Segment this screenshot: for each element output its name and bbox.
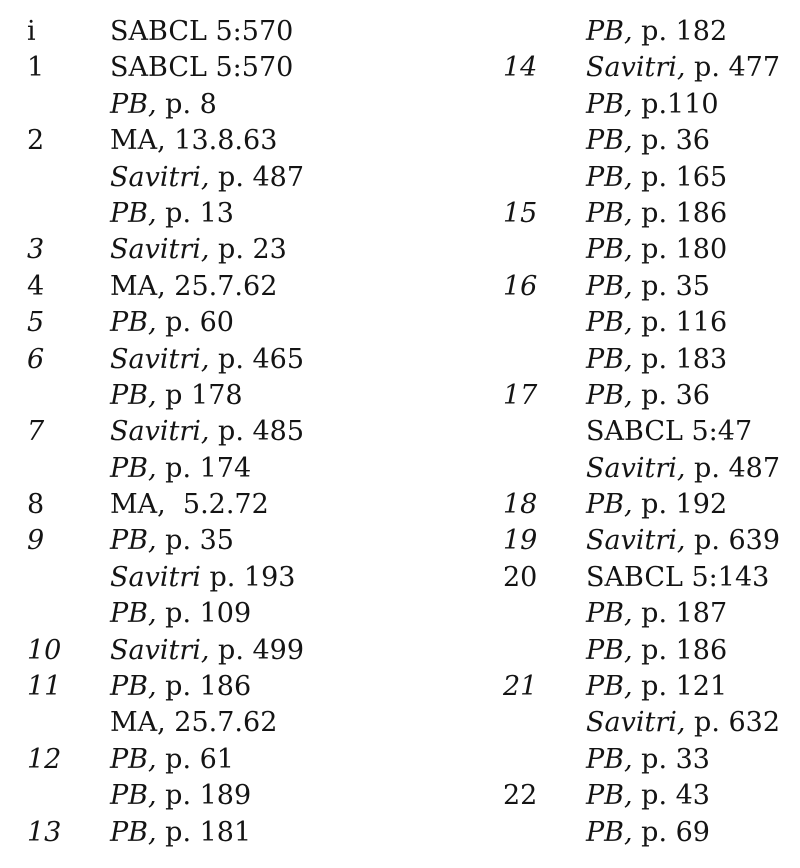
citation-title-segment: Savitri, — [586, 525, 686, 557]
entry-number — [27, 560, 110, 596]
citation-ref-segment: p. 180 — [632, 234, 728, 266]
reference-entry-line — [503, 523, 800, 559]
citation-title-segment: PB, — [586, 671, 633, 703]
entry-number: 2 — [27, 125, 45, 157]
citation-title-segment: PB, — [586, 197, 633, 229]
reference-entry-line — [503, 378, 800, 414]
reference-entry-line — [503, 742, 800, 778]
citation-title-segment: PB, — [586, 743, 633, 775]
citation-text — [586, 342, 800, 378]
citation-text — [110, 633, 503, 669]
citation-title-segment: Savitri, — [586, 52, 686, 84]
citation-ref-segment: p.110 — [632, 88, 719, 120]
entry-number: 13 — [27, 816, 62, 848]
citation-title-segment: PB, — [586, 634, 633, 666]
entry-number — [503, 123, 586, 159]
citation-ref-segment: p. 8 — [156, 88, 217, 120]
citation-title-segment: PB, — [110, 743, 157, 775]
citation-text — [586, 160, 800, 196]
citation-ref-segment: p. 35 — [156, 525, 234, 557]
citation-text — [110, 596, 503, 632]
reference-entry-line — [27, 160, 503, 196]
reference-entry-line — [27, 560, 503, 596]
citation-ref-segment: SABCL 5:143 — [586, 561, 770, 593]
reference-entry-line — [27, 342, 503, 378]
entry-number: 19 — [503, 525, 538, 557]
citation-ref-segment: p. 487 — [209, 161, 305, 193]
citation-title-segment: PB, — [586, 780, 633, 812]
citation-text — [110, 705, 503, 741]
citation-title-segment: Savitri, — [586, 452, 686, 484]
citation-text — [110, 160, 503, 196]
citation-ref-segment: MA, 25.7.62 — [110, 707, 278, 739]
entry-number: 5 — [27, 307, 45, 339]
citation-text — [586, 87, 800, 123]
reference-entry-line — [27, 742, 503, 778]
entry-number — [503, 232, 586, 268]
citation-text — [586, 778, 800, 814]
citation-ref-segment: p. 116 — [632, 307, 728, 339]
reference-entry-line — [503, 451, 800, 487]
entry-number — [27, 160, 110, 196]
citation-title-segment: PB, — [110, 780, 157, 812]
citation-title-segment: PB, — [110, 671, 157, 703]
citation-text — [586, 815, 800, 851]
citation-ref-segment: p. 60 — [156, 307, 234, 339]
citation-ref-segment: p. 186 — [156, 671, 252, 703]
citation-ref-segment: MA, 25.7.62 — [110, 270, 278, 302]
citation-text — [110, 123, 503, 159]
citation-text — [110, 305, 503, 341]
entry-number: i — [27, 16, 36, 47]
citation-title-segment: PB, — [586, 489, 633, 521]
citation-title-segment: PB, — [586, 343, 633, 375]
reference-entry-line — [27, 633, 503, 669]
entry-number: 11 — [27, 671, 62, 703]
citation-text — [110, 815, 503, 851]
reference-entry-line — [503, 778, 800, 814]
reference-entry-line — [503, 487, 800, 523]
citation-ref-segment: p. 192 — [632, 489, 728, 521]
citation-ref-segment: p. 182 — [632, 16, 728, 47]
entry-number: 17 — [503, 379, 538, 411]
entry-number — [27, 778, 110, 814]
citation-text — [586, 596, 800, 632]
citation-text — [586, 50, 800, 86]
reference-entry-line — [503, 50, 800, 86]
entry-number — [27, 87, 110, 123]
citation-text — [110, 487, 503, 523]
entry-number: 4 — [27, 270, 45, 302]
reference-entry-line — [503, 633, 800, 669]
reference-entry-line — [27, 487, 503, 523]
citation-title-segment: Savitri, — [110, 234, 210, 266]
citation-ref-segment: p. 36 — [632, 379, 710, 411]
reference-entry-line — [503, 269, 800, 305]
reference-entry-line — [27, 50, 503, 86]
entry-number: 14 — [503, 52, 538, 84]
citation-ref-segment: p. 33 — [632, 743, 710, 775]
reference-entry-line — [503, 342, 800, 378]
citation-ref-segment: SABCL 5:47 — [586, 416, 753, 448]
citation-text — [110, 742, 503, 778]
citation-title-segment: PB, — [586, 16, 633, 47]
citation-ref-segment: p. 487 — [685, 452, 781, 484]
reference-entry-line — [503, 232, 800, 268]
reference-entry-line — [503, 160, 800, 196]
citation-ref-segment: p. 477 — [685, 52, 781, 84]
entry-number: 3 — [27, 234, 45, 266]
citation-text — [586, 523, 800, 559]
citation-ref-segment: p. 43 — [632, 780, 710, 812]
reference-entry-line — [27, 269, 503, 305]
citation-text — [586, 269, 800, 305]
citation-text — [586, 196, 800, 232]
citation-text — [586, 123, 800, 159]
citation-ref-segment: SABCL 5:570 — [110, 52, 294, 84]
reference-entry-line — [503, 414, 800, 450]
reference-entry-line — [27, 196, 503, 232]
citation-title-segment: Savitri, — [110, 343, 210, 375]
entry-number: 15 — [503, 197, 538, 229]
citation-title-segment: PB, — [110, 598, 157, 630]
citation-ref-segment: p. 69 — [632, 816, 710, 848]
citation-ref-segment: p. 181 — [156, 816, 252, 848]
citation-ref-segment: p. 13 — [156, 197, 234, 229]
reference-entry-line — [503, 815, 800, 851]
entry-number — [503, 160, 586, 196]
citation-text — [110, 14, 503, 50]
reference-entry-line — [503, 596, 800, 632]
reference-entry-line — [503, 196, 800, 232]
citation-title-segment: PB, — [586, 379, 633, 411]
entry-number — [503, 14, 586, 50]
citation-ref-segment: p. 189 — [156, 780, 252, 812]
citation-title-segment: PB, — [110, 88, 157, 120]
entry-number: 7 — [27, 416, 45, 448]
reference-entry-line — [503, 14, 800, 50]
citation-ref-segment: MA, 5.2.72 — [110, 489, 269, 521]
citation-text — [586, 742, 800, 778]
reference-entry-line — [27, 232, 503, 268]
citation-text — [110, 342, 503, 378]
entry-number — [503, 815, 586, 851]
entry-number — [503, 451, 586, 487]
citation-text — [110, 378, 503, 414]
citation-ref-segment: p. 36 — [632, 125, 710, 157]
reference-entry-line — [27, 87, 503, 123]
citation-text — [586, 633, 800, 669]
citation-text — [110, 451, 503, 487]
citation-text — [110, 669, 503, 705]
citation-text — [586, 560, 800, 596]
citation-title-segment: Savitri, — [110, 161, 210, 193]
citation-title-segment: PB, — [586, 598, 633, 630]
reference-entry-line — [27, 123, 503, 159]
reference-entry-line — [27, 596, 503, 632]
reference-entry-line — [503, 123, 800, 159]
citation-ref-segment: p. 639 — [685, 525, 781, 557]
entry-number: 21 — [503, 671, 538, 703]
citation-title-segment: PB, — [586, 88, 633, 120]
reference-entry-line — [503, 560, 800, 596]
citation-title-segment: PB, — [110, 379, 157, 411]
reference-entry-line — [27, 669, 503, 705]
citation-text — [110, 414, 503, 450]
entry-number — [503, 742, 586, 778]
entry-number: 10 — [27, 634, 62, 666]
citation-ref-segment: p. 61 — [156, 743, 234, 775]
citation-text — [586, 451, 800, 487]
entry-number — [27, 596, 110, 632]
entry-number — [503, 633, 586, 669]
citation-title-segment: PB, — [110, 197, 157, 229]
entry-number — [27, 705, 110, 741]
citation-title-segment: Savitri, — [110, 634, 210, 666]
entry-number: 12 — [27, 743, 62, 775]
citation-text — [586, 487, 800, 523]
entry-number — [503, 414, 586, 450]
citation-text — [110, 269, 503, 305]
citation-ref-segment: p. 193 — [200, 561, 296, 593]
citation-text — [586, 669, 800, 705]
citation-ref-segment: p. 183 — [632, 343, 728, 375]
reference-entry-line — [27, 451, 503, 487]
citation-ref-segment: p. 187 — [632, 598, 728, 630]
entry-number — [503, 596, 586, 632]
citation-text — [586, 378, 800, 414]
citation-title-segment: PB, — [586, 270, 633, 302]
citation-ref-segment: p. 109 — [156, 598, 252, 630]
entry-number: 16 — [503, 270, 538, 302]
entry-number: 9 — [27, 525, 45, 557]
reference-entry-line — [27, 14, 503, 50]
citation-ref-segment: p. 186 — [632, 197, 728, 229]
citation-ref-segment: p. 165 — [632, 161, 728, 193]
reference-entry-line — [27, 523, 503, 559]
citation-text — [110, 232, 503, 268]
citation-text — [586, 705, 800, 741]
citation-title-segment: PB, — [586, 816, 633, 848]
citation-text — [110, 196, 503, 232]
citation-text — [110, 560, 503, 596]
citation-title-segment: PB, — [110, 525, 157, 557]
citation-title-segment: PB, — [586, 307, 633, 339]
entry-number — [503, 705, 586, 741]
citation-title-segment: PB, — [110, 816, 157, 848]
citation-text — [586, 305, 800, 341]
reference-entry-line — [27, 305, 503, 341]
entry-number — [27, 378, 110, 414]
citation-ref-segment: p. 174 — [156, 452, 252, 484]
reference-entry-line — [503, 87, 800, 123]
entry-number: 22 — [503, 780, 538, 812]
entry-number: 6 — [27, 343, 45, 375]
citation-text — [586, 232, 800, 268]
reference-entry-line — [27, 705, 503, 741]
reference-entry-line — [27, 815, 503, 851]
entry-number: 1 — [27, 52, 45, 84]
citation-ref-segment: p. 186 — [632, 634, 728, 666]
citation-ref-segment: p. 632 — [685, 707, 781, 739]
citation-title-segment: Savitri — [110, 561, 201, 593]
reference-entry-line — [27, 778, 503, 814]
citation-title-segment: Savitri, — [586, 707, 686, 739]
citation-ref-segment: p. 121 — [632, 671, 728, 703]
reference-entry-line — [503, 669, 800, 705]
reference-column-right — [503, 14, 800, 851]
citation-ref-segment: SABCL 5:570 — [110, 16, 294, 47]
citation-text — [110, 50, 503, 86]
citation-text — [110, 778, 503, 814]
reference-entry-line — [27, 378, 503, 414]
entry-number: 20 — [503, 561, 538, 593]
citation-ref-segment: p. 485 — [209, 416, 305, 448]
citation-title-segment: PB, — [586, 234, 633, 266]
entry-number — [503, 87, 586, 123]
citation-ref-segment: p. 35 — [632, 270, 710, 302]
entry-number — [27, 196, 110, 232]
citation-title-segment: Savitri, — [110, 416, 210, 448]
entry-number: 8 — [27, 489, 45, 521]
citation-title-segment: PB, — [110, 307, 157, 339]
reference-column-left — [27, 14, 503, 851]
citation-text — [110, 523, 503, 559]
citation-title-segment: PB, — [586, 125, 633, 157]
citation-title-segment: PB, — [586, 161, 633, 193]
reference-entry-line — [503, 305, 800, 341]
reference-entry-line — [27, 414, 503, 450]
citation-ref-segment: p. 465 — [209, 343, 305, 375]
citation-ref-segment: p. 23 — [209, 234, 287, 266]
citation-text — [586, 14, 800, 50]
citation-text — [110, 87, 503, 123]
entry-number: 18 — [503, 489, 538, 521]
citation-title-segment: PB, — [110, 452, 157, 484]
citation-text — [586, 414, 800, 450]
entry-number — [27, 451, 110, 487]
entry-number — [503, 342, 586, 378]
citation-ref-segment: p. 499 — [209, 634, 305, 666]
entry-number — [503, 305, 586, 341]
citation-ref-segment: MA, 13.8.63 — [110, 125, 278, 157]
citation-ref-segment: p 178 — [156, 379, 243, 411]
reference-entry-line — [503, 705, 800, 741]
